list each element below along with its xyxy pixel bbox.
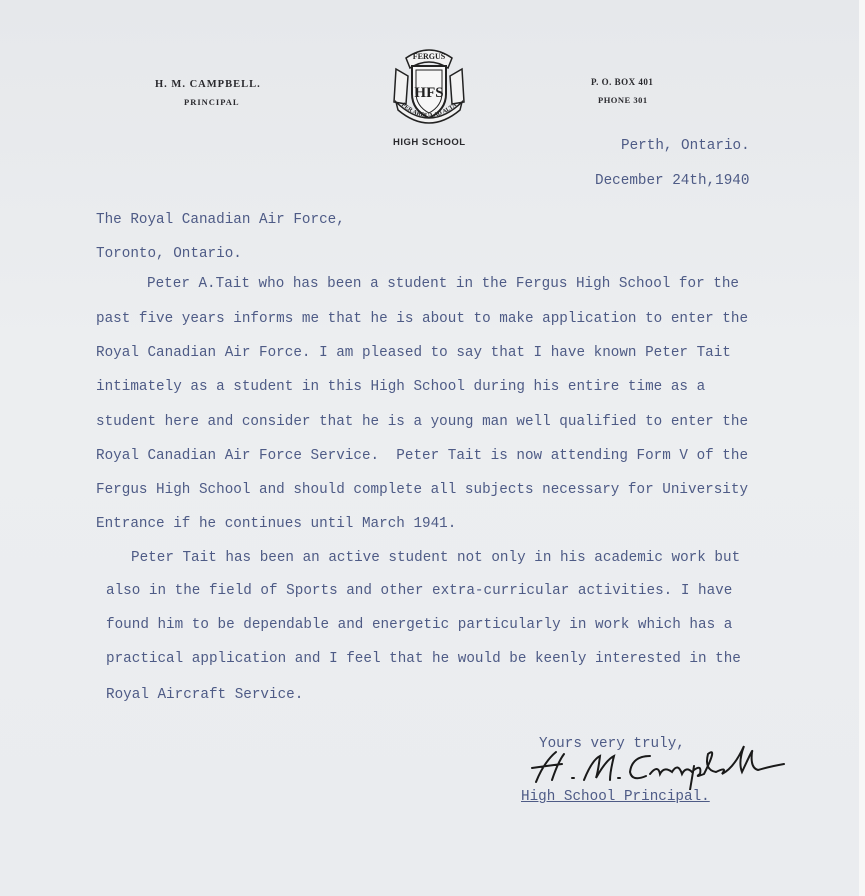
handwritten-signature [522, 742, 787, 790]
body-line: Royal Canadian Air Force Service. Peter Tait is now attending Form V of the [96, 448, 749, 464]
crest-monogram: HFS [414, 85, 444, 101]
body-line: Royal Canadian Air Force. I am pleased to say that I have known Peter Tait [96, 345, 731, 361]
closing: Yours very truly, [539, 736, 685, 752]
principal-title: PRINCIPAL [184, 97, 240, 107]
school-label: HIGH SCHOOL [393, 137, 466, 148]
signer-title: High School Principal. [521, 789, 710, 805]
principal-name: H. M. CAMPBELL. [155, 79, 261, 90]
body-line: past five years informs me that he is about to make application to enter the [96, 311, 749, 327]
po-box: P. O. BOX 401 [591, 77, 654, 87]
recipient-line-1: The Royal Canadian Air Force, [96, 212, 345, 228]
body-line: Peter Tait has been an active student not only in his academic work but [131, 550, 741, 566]
body-line: Entrance if he continues until March 1941. [96, 516, 457, 532]
crest-name: FERGUS [412, 52, 446, 61]
body-line: Fergus High School and should complete all subjects necessary for University [96, 482, 749, 498]
place: Perth, Ontario. [621, 138, 750, 154]
body-line: Peter A.Tait who has been a student in the Fergus High School for the [147, 276, 739, 292]
body-line: practical application and I feel that he would be keenly interested in the [106, 651, 741, 667]
body-line: found him to be dependable and energetic particularly in work which has a [106, 617, 733, 633]
crest-motto-text: PER ARDUA AD ALTA [400, 102, 458, 120]
phone: PHONE 301 [598, 95, 648, 105]
body-line: also in the field of Sports and other extra-curricular activities. I have [106, 583, 733, 599]
body-line: student here and consider that he is a young man well qualified to enter the [96, 414, 749, 430]
body-line: intimately as a student in this High School during his entire time as a [96, 379, 706, 395]
recipient-line-2: Toronto, Ontario. [96, 246, 242, 262]
school-crest-logo [388, 44, 470, 128]
page-edge [859, 0, 865, 896]
body-line: Royal Aircraft Service. [106, 687, 304, 703]
date: December 24th,1940 [595, 173, 750, 189]
